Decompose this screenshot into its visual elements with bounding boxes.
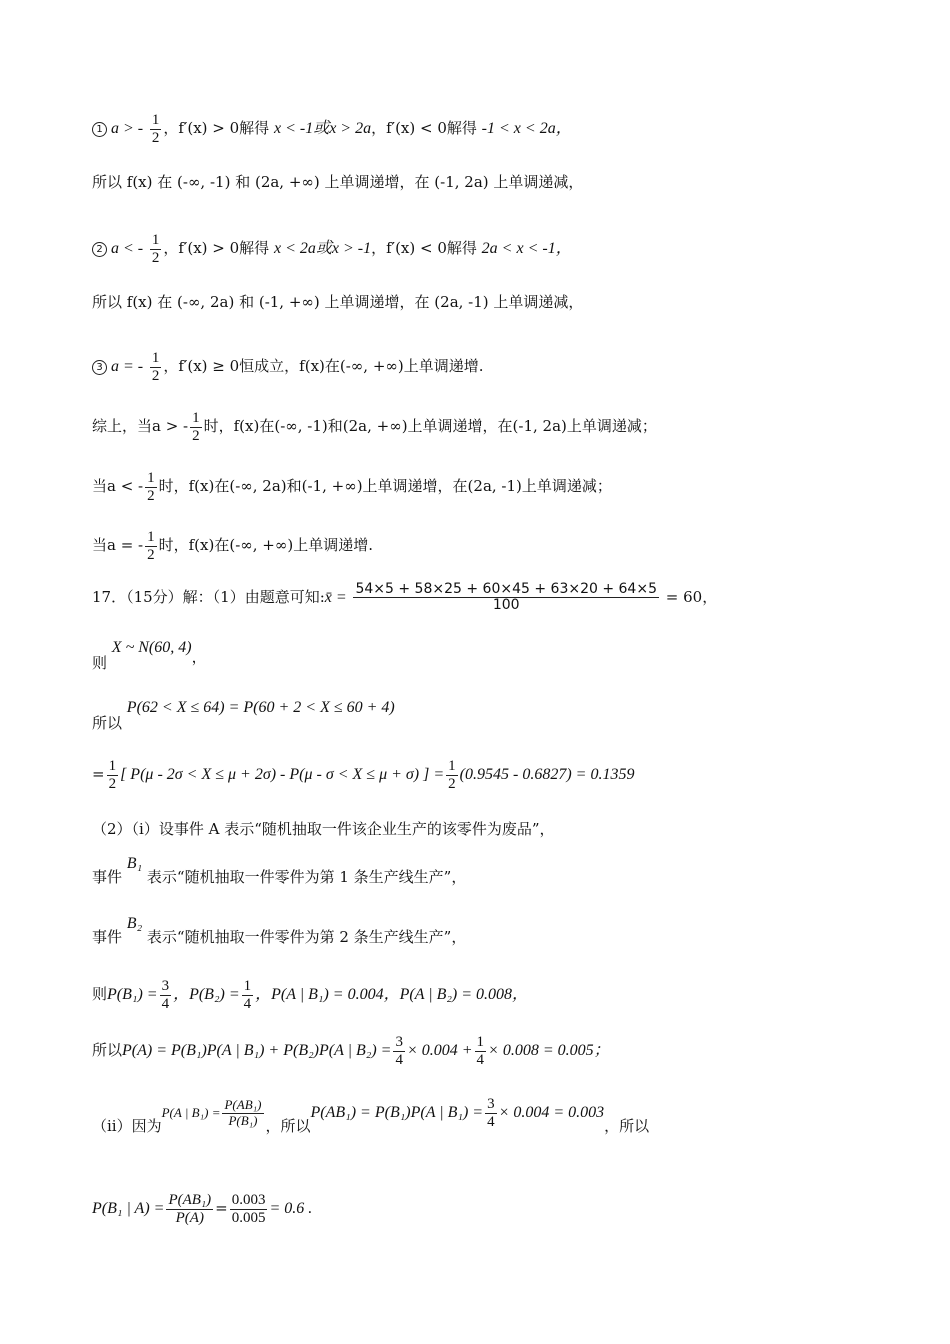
q17-half-fraction-2: $\frac{1}{2}$ (448, 758, 456, 792)
final-fraction-1: $\frac{\text{P(AB₁)}}{P(A)}$ (168, 1192, 212, 1226)
cond-lhs: P(A | B₁) = (161, 1105, 221, 1120)
case2-root-pos: x < 2a或x > -1 (273, 240, 372, 257)
total-b: × 0.004 + (406, 1042, 473, 1059)
q17-normal-calc (92, 758, 634, 792)
pb2: ，P(B₂) = (173, 986, 240, 1003)
q17-total-line (92, 1034, 610, 1068)
case2-line2: 所以 f(x) 在 (-∞, 2a) 和 (-1, +∞) 上单调递增，在 (2a, -1) 上单调递减， (92, 293, 584, 311)
total-fraction-2: $\frac{1}{4}$ (476, 1034, 485, 1068)
summary-3-post: 时，f(x)在(-∞, +∞)上单调递增. (158, 536, 373, 554)
final-result: = 0.6 . (269, 1200, 313, 1217)
pb2-fraction: $\frac{1}{4}$ (243, 978, 252, 1012)
pab1-fraction: $\frac{3}{4}$ (487, 1096, 495, 1130)
total-a: P(A) = P(B₁)P(A | B₁) + P(B₂)P(A | B₂) = (122, 1042, 392, 1059)
q17-part2-intro: （2）（i）设事件 A 表示“随机抽取一件该企业生产的该零件为废品”， (92, 820, 555, 838)
q17-ii-line (92, 1096, 650, 1135)
q17-dist-then: 则 (92, 654, 108, 672)
circled-number-3: 3 (92, 360, 107, 375)
q17-mean-fraction: $\frac{54\times 5 + 58\times 25 + 60\times 45 + 63\times 20 + 64\times 5}{100}$ (355, 581, 657, 614)
ii-end: ，所以 (604, 1117, 650, 1135)
pb1: P(B₁) = (107, 986, 158, 1003)
case2-fraction: $\frac{1}{2}$ (151, 232, 160, 266)
q17-intro: 17．（15分）解：（1）由题意可知: (92, 587, 325, 606)
pab: ，P(A | B₁) = 0.004，P(A | B₂) = 0.008， (255, 986, 529, 1003)
summary-3-fraction: $\frac{1}{2}$ (147, 529, 155, 563)
case2-line1 (92, 232, 572, 266)
summary-2-fraction: $\frac{1}{2}$ (147, 470, 155, 504)
given-pre: 则 (92, 985, 108, 1003)
q17-half-fraction-1: $\frac{1}{2}$ (108, 758, 117, 792)
q17-dist-comma: ， (191, 648, 207, 666)
q17-dist-line (92, 639, 207, 672)
case3-rest: ，f′(x) ≥ 0恒成立，f(x)在(-∞, +∞)上单调递增. (163, 357, 484, 375)
summary-2-post: 时，f(x)在(-∞, 2a)和(-1, +∞)上单调递增，在(2a, -1)上单调递减； (158, 477, 612, 495)
q17-eq-tail: (0.9545 - 0.6827) = 0.1359 (459, 766, 635, 783)
q17-event-b1 (92, 855, 467, 886)
pab1-result: × 0.004 = 0.003 (498, 1104, 605, 1121)
case3-condition: a = - (111, 358, 144, 375)
summary-3-pre: 当a = - (92, 536, 144, 554)
q17-given-line (92, 978, 528, 1012)
summary-line2 (92, 470, 612, 504)
case1-condition: a > - (111, 120, 144, 137)
case2-deriv-neg: ，f′(x) < 0解得 (371, 239, 477, 257)
case1-line1 (92, 112, 572, 146)
case2-root-neg: 2a < x < -1， (481, 240, 572, 257)
b2-pre: 事件 (92, 928, 123, 946)
b1-pre: 事件 (92, 868, 123, 886)
cond-fraction: $\frac{\text{P(AB₁)}}{\text{P(B₁)}}$ (224, 1097, 262, 1128)
case1-deriv-pos: ，f′(x) > 0解得 (163, 119, 270, 137)
q17-mean-line (92, 582, 717, 614)
case3-fraction: $\frac{1}{2}$ (151, 350, 160, 384)
q17-dist: X ~ N(60, 4) (111, 639, 192, 656)
ii-mid: ，所以 (265, 1117, 311, 1135)
case1-root-neg: -1 < x < 2a， (481, 120, 572, 137)
total-fraction-1: $\frac{3}{4}$ (395, 1034, 403, 1068)
pb1-fraction: $\frac{3}{4}$ (161, 978, 170, 1012)
circled-number-1: 1 (92, 122, 107, 137)
summary-2-pre: 当a < - (92, 477, 144, 495)
q17-final-line: P(B₁ | A) = $\frac{\text{P(AB₁)}}{P(A)}$ = $\frac{0.003}{0.005}$ = 0.6 . (92, 1192, 313, 1226)
case2-deriv-pos: ，f′(x) > 0解得 (163, 239, 270, 257)
final-lhs: P(B₁ | A) = (92, 1200, 165, 1217)
q17-mean-result: = 60， (665, 587, 718, 606)
case1-line2: 所以 f(x) 在 (-∞, -1) 和 (2a, +∞) 上单调递增，在 (-1, 2a) 上单调递减， (92, 173, 584, 191)
b2-post: 表示“随机抽取一件零件为第 2 条生产线生产”， (146, 928, 467, 946)
ii-pre: （ii）因为 (92, 1117, 162, 1135)
circled-number-2: 2 (92, 242, 107, 257)
b1-post: 表示“随机抽取一件零件为第 1 条生产线生产”， (146, 868, 467, 886)
q17-eq-body: [ P(μ - 2σ < X ≤ μ + 2σ) - P(μ - σ < X ≤ μ + σ) ] = (120, 766, 445, 783)
case1-root-pos: x < -1或x > 2a (273, 120, 372, 137)
b1-symbol: B₁ (126, 855, 143, 872)
q17-eq-start: = (92, 765, 105, 783)
case1-fraction: $\frac{1}{2}$ (151, 112, 160, 146)
total-pre: 所以 (92, 1041, 123, 1059)
case3-line (92, 350, 484, 384)
case1-deriv-neg: ，f′(x) < 0解得 (371, 119, 477, 137)
pab1: P(AB₁) = P(B₁)P(A | B₁) = (310, 1104, 484, 1121)
q17-xbar: x̄ = (324, 588, 347, 606)
summary-1-pre: 综上，当a > - (92, 417, 189, 435)
b2-symbol: B₂ (126, 915, 143, 932)
summary-line1 (92, 410, 657, 444)
summary-1-fraction: $\frac{1}{2}$ (192, 410, 200, 444)
case2-condition: a < - (111, 240, 144, 257)
q17-prob-so: 所以 (92, 714, 123, 732)
q17-event-b2 (92, 915, 467, 946)
summary-1-post: 时，f(x)在(-∞, -1)和(2a, +∞)上单调递增，在(-1, 2a)上单调递减； (203, 417, 657, 435)
summary-line3 (92, 529, 373, 563)
total-c: × 0.008 = 0.005； (488, 1042, 610, 1059)
final-fraction-2: $\frac{0.003}{0.005}$ (231, 1192, 266, 1226)
q17-prob-expr: P(62 < X ≤ 64) = P(60 + 2 < X ≤ 60 + 4) (126, 699, 395, 716)
q17-prob-line (92, 699, 395, 732)
